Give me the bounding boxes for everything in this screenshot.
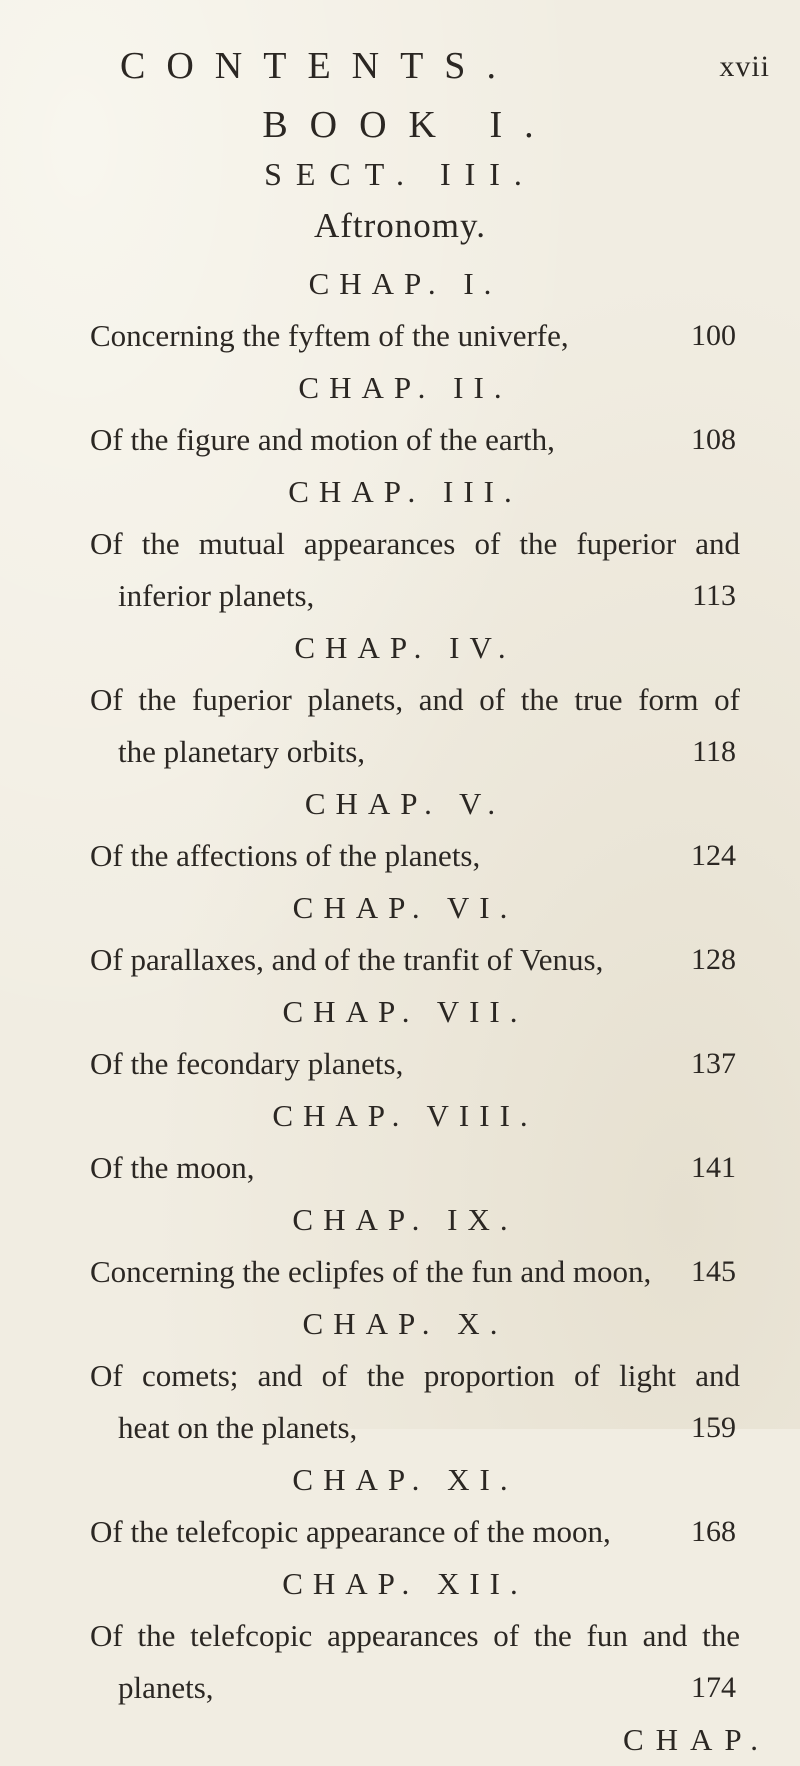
running-title: CONTENTS. <box>120 45 517 87</box>
entry-title-line: Of the fecondary planets, <box>90 1046 404 1081</box>
chapter-heading: CHAP. X. <box>302 1306 508 1341</box>
entry-page-number: 174 <box>691 1671 736 1704</box>
book-heading: BOOK I. <box>262 104 556 146</box>
entry-page-number: 159 <box>691 1411 736 1444</box>
chapter-heading: CHAP. VI. <box>292 890 518 925</box>
entry-page-number: 145 <box>691 1255 736 1288</box>
entry-page-number: 168 <box>691 1515 736 1548</box>
subject-heading: Aftronomy. <box>313 206 486 245</box>
entry-title-line: the planetary orbits, <box>118 734 366 769</box>
contents-entry <box>0 1142 800 1194</box>
contents-entry <box>0 1246 800 1298</box>
entry-title-line: Of the telefcopic appearance of the moon, <box>90 1514 611 1549</box>
chapter-heading: CHAP. I. <box>308 266 502 301</box>
chapter-heading: CHAP. VII. <box>282 994 528 1029</box>
contents-entry <box>0 1038 800 1090</box>
contents-entry <box>0 414 800 466</box>
entry-title-line: Concerning the fyftem of the univerfe, <box>90 318 569 353</box>
contents-entry <box>0 1350 800 1454</box>
running-head <box>120 44 770 94</box>
contents-entry <box>0 518 800 622</box>
catchword: CHAP. <box>622 1722 770 1757</box>
chapter-heading: CHAP. XI. <box>292 1462 518 1497</box>
chapter-heading: CHAP. II. <box>298 370 512 405</box>
entry-page-number: 141 <box>691 1151 736 1184</box>
entry-page-number: 100 <box>691 319 736 352</box>
contents-entry <box>0 1610 800 1714</box>
chapter-heading: CHAP. VIII. <box>272 1098 538 1133</box>
entry-page-number: 113 <box>692 579 736 612</box>
contents-entry <box>0 310 800 362</box>
entry-title-line: Of the mutual appearances of the fuperior and <box>90 526 740 561</box>
entry-title-line: Of the telefcopic appearances of the fun and the <box>90 1618 740 1653</box>
chapter-heading: CHAP. XII. <box>282 1566 528 1601</box>
chapter-heading: CHAP. III. <box>288 474 522 509</box>
contents-entry <box>0 674 800 778</box>
entry-title-line: Of the moon, <box>90 1150 255 1185</box>
contents-list <box>0 258 800 1766</box>
entry-title-line: Of comets; and of the proportion of light and <box>90 1358 740 1393</box>
chapter-heading: CHAP. IV. <box>294 630 516 665</box>
page-folio: xvii <box>719 50 770 83</box>
entry-page-number: 124 <box>691 839 736 872</box>
entry-title-line: Concerning the eclipfes of the fun and moon, <box>90 1254 652 1289</box>
contents-entry <box>0 830 800 882</box>
entry-title-line: Of parallaxes, and of the tranfit of Venus, <box>90 942 604 977</box>
entry-title-line: planets, <box>118 1670 214 1705</box>
contents-entry <box>0 1506 800 1558</box>
chapter-heading: CHAP. IX. <box>292 1202 518 1237</box>
chapter-heading: CHAP. V. <box>304 786 506 821</box>
entry-title-line: Of the fuperior planets, and of the true form of <box>90 682 740 717</box>
entry-title-line: Of the affections of the planets, <box>90 838 481 873</box>
entry-title-line: inferior planets, <box>118 578 315 613</box>
contents-entry <box>0 934 800 986</box>
entry-page-number: 118 <box>692 735 736 768</box>
entry-page-number: 137 <box>691 1047 736 1080</box>
section-heading: SECT. III. <box>264 156 536 192</box>
entry-title-line: Of the figure and motion of the earth, <box>90 422 555 457</box>
entry-page-number: 108 <box>691 423 736 456</box>
entry-page-number: 128 <box>691 943 736 976</box>
entry-title-line: heat on the planets, <box>118 1410 358 1445</box>
